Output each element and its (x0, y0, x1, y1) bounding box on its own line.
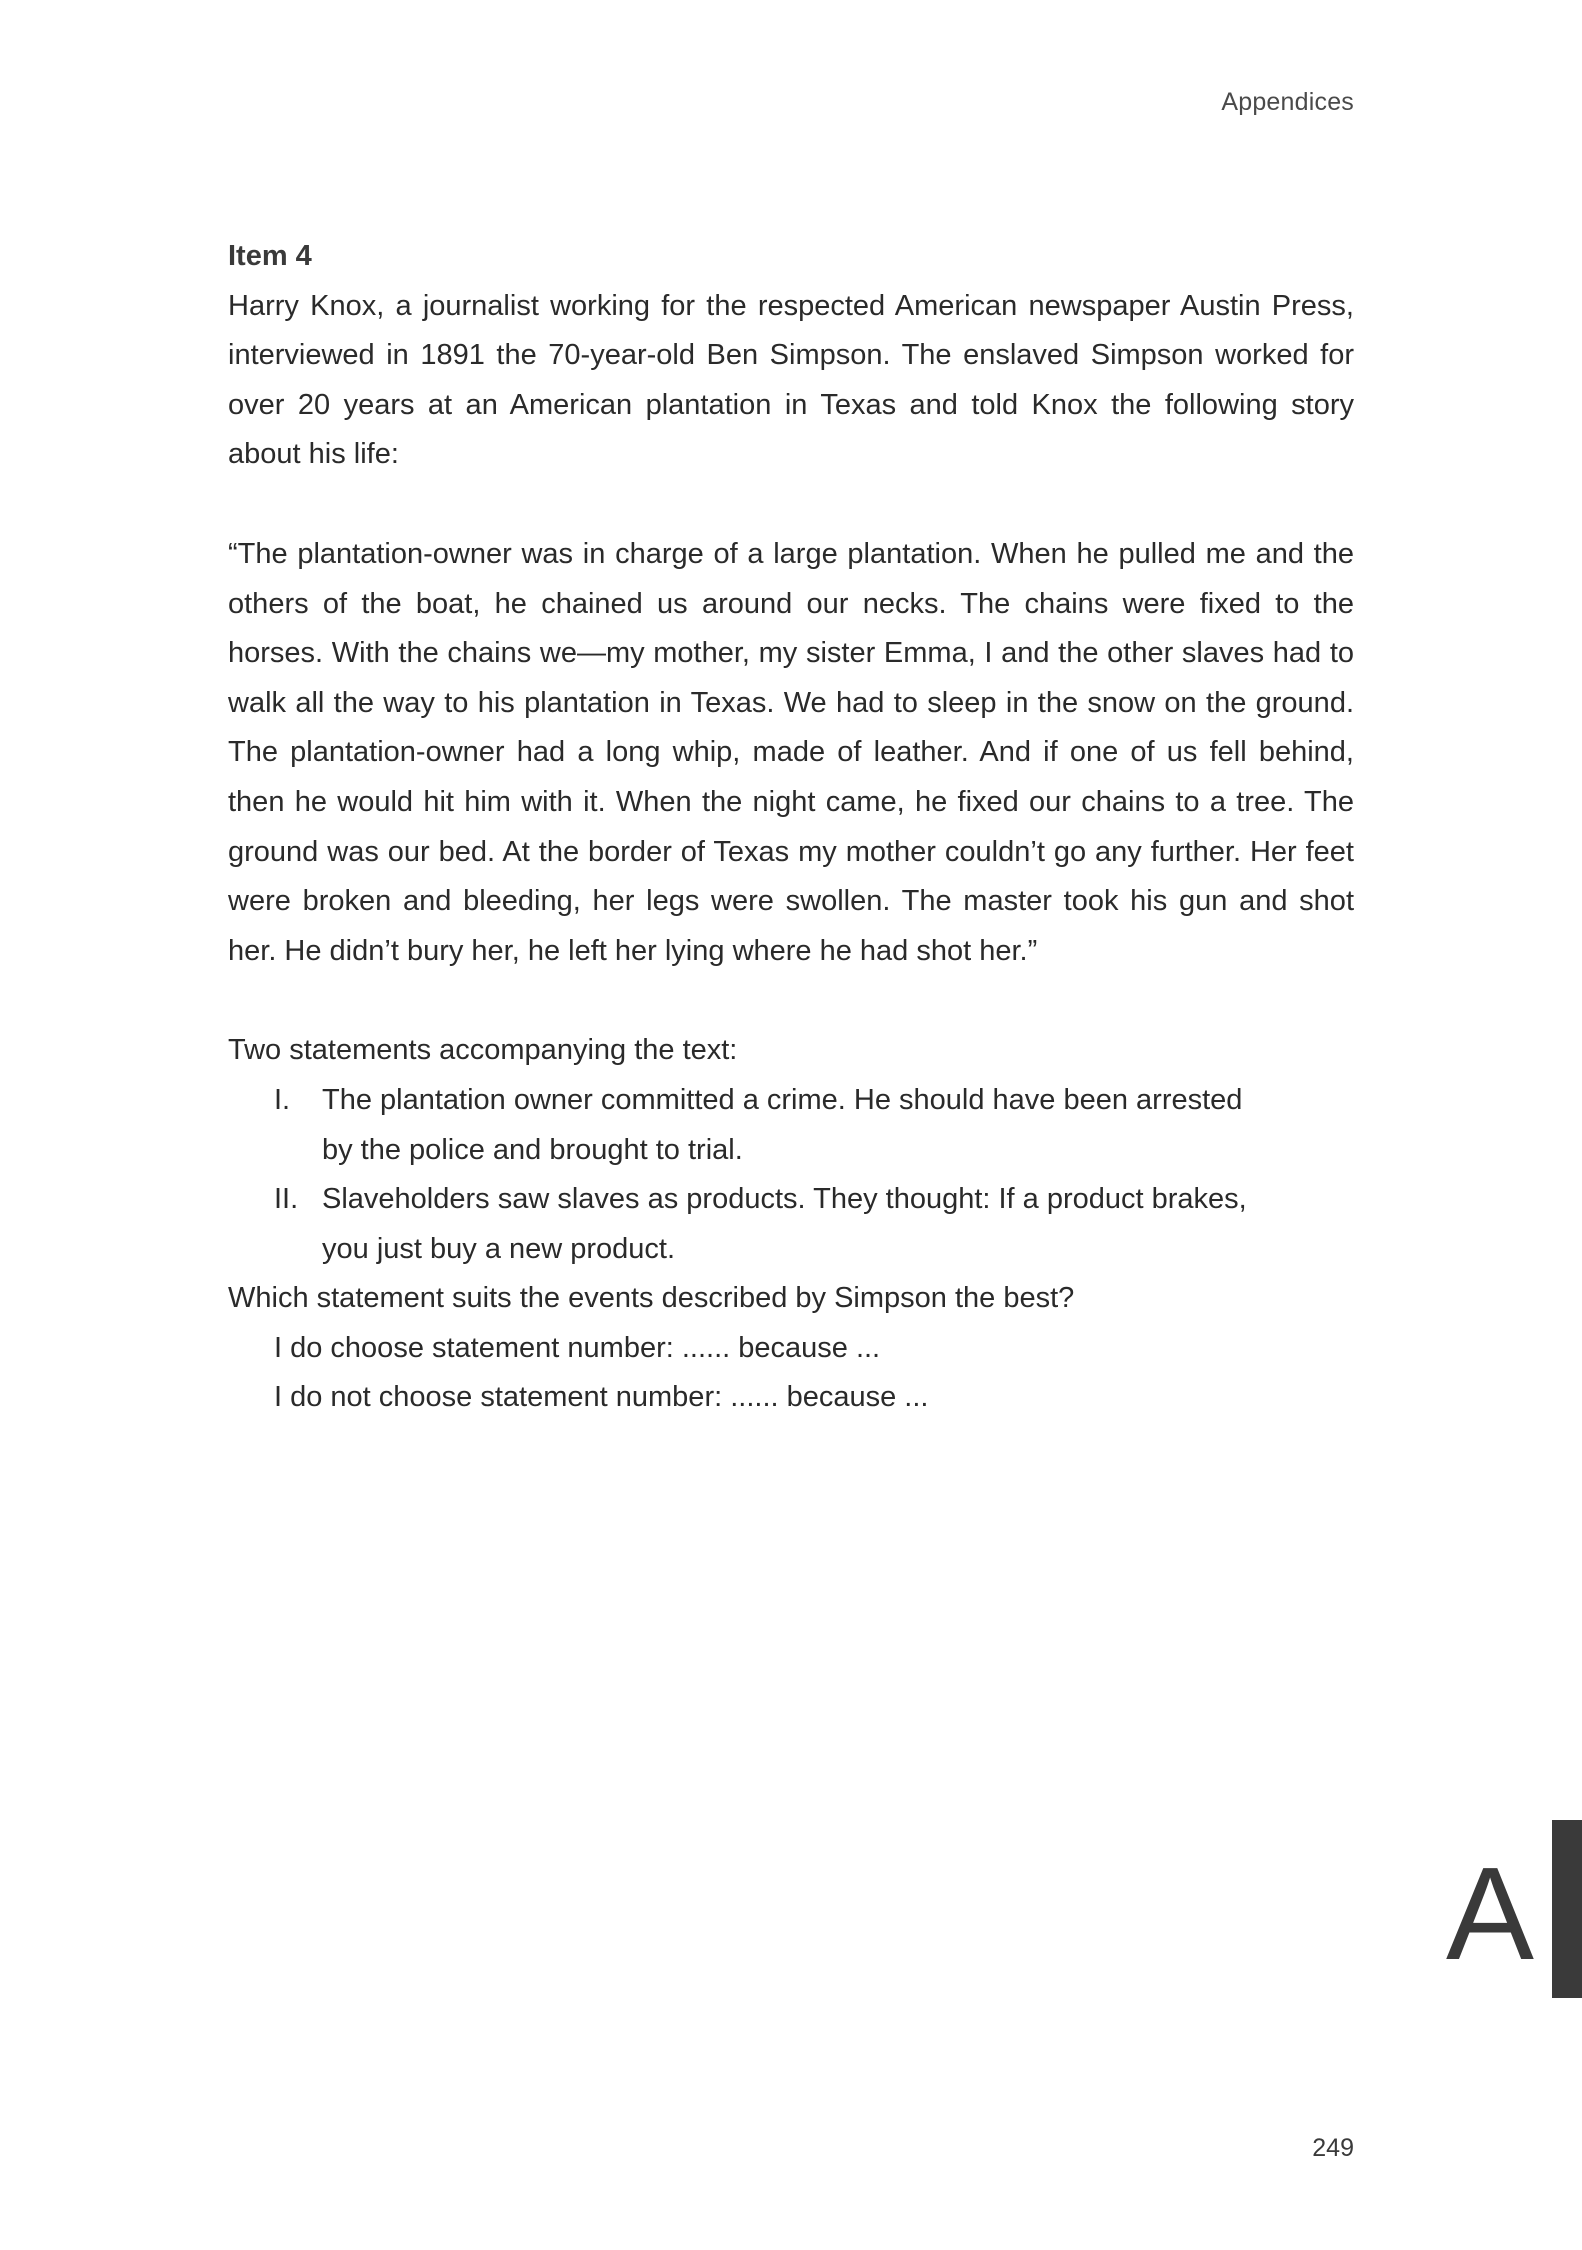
statements-list (228, 1076, 1274, 1274)
statement-number: II. (274, 1183, 299, 1216)
appendix-tab-letter: A (1445, 1840, 1534, 1987)
statements-lead: Two statements accompanying the text: (228, 1034, 738, 1067)
item-content (228, 232, 1354, 1423)
appendix-tab-marker (1552, 1820, 1582, 1998)
statement-item (274, 1175, 1274, 1274)
statement-text: The plantation owner committed a crime. He should have been arrested by the police and brought to trial. (322, 1083, 1243, 1166)
testimony-quote: “The plantation-owner was in charge of a large plantation. When he pulled me and the others of the boat, he chained us around our necks. The chains were fixed to the horses. With the chains we—my mother, my sister Emma, I and the other slaves had to walk all the way to his plantation in Texas. We had to sleep in the snow on the ground. The plantation-owner had a long whip, made of leather. And if one of us fell behind, then he would hit him with it. When the night came, he fixed our chains to a tree. The ground was our bed. At the border of Texas my mother couldn’t go any further. Her feet were broken and bleeding, her legs were swollen. The master took his gun and shot her. He didn’t bury her, he left her lying where he had shot her.” (228, 537, 1354, 967)
statement-item (274, 1076, 1274, 1175)
statement-number: I. (274, 1083, 291, 1116)
item-intro-paragraph: Harry Knox, a journalist working for the respected American newspaper Austin Press, interviewed in 1891 the 70-year-old Ben Simpson. The enslaved Simpson worked for over 20 years at an American plantation in Texas and told Knox the following story about his life: (228, 289, 1354, 471)
running-header: Appendices (1221, 88, 1354, 116)
question-text: Which statement suits the events described by Simpson the best? (228, 1282, 1075, 1315)
item-heading: Item 4 (228, 240, 312, 272)
page-number: 249 (1312, 2134, 1354, 2162)
answer-line-choose: I do choose statement number: ...... because ... (274, 1331, 881, 1364)
answer-line-not-choose: I do not choose statement number: ...... because ... (274, 1381, 929, 1414)
statement-text: Slaveholders saw slaves as products. They thought: If a product brakes, you just buy a new product. (322, 1183, 1247, 1265)
